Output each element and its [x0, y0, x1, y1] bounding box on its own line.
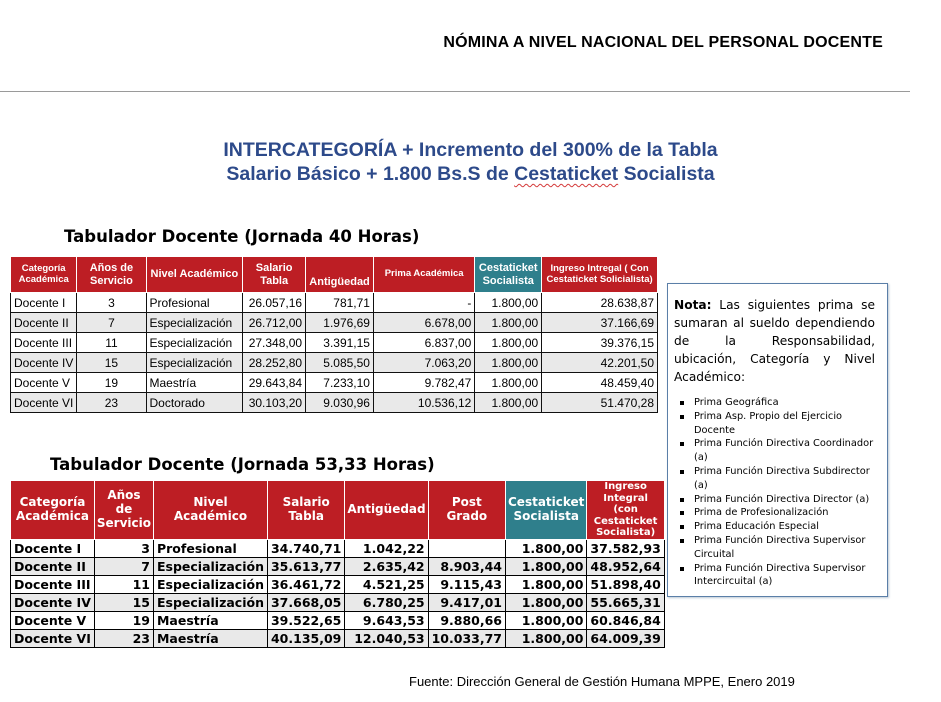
headline-line-2: [0, 162, 941, 186]
table-cell: 3.391,15: [306, 333, 374, 353]
table-row: [11, 293, 658, 313]
table-cell: 2.635,42: [345, 557, 428, 575]
table-row: [11, 593, 665, 611]
list-item: Prima Función Directiva Subdirector (a): [694, 465, 878, 493]
header-cell: Ingreso Integral (con Cestaticket Socialista): [587, 481, 664, 540]
table-cell: 28.252,80: [243, 353, 306, 373]
table-cell: 9.030,96: [306, 393, 374, 413]
table-cell: 9.115,43: [428, 575, 505, 593]
table-cell: 10.536,12: [373, 393, 474, 413]
table-cell: Docente V: [11, 611, 95, 629]
note-text: [674, 296, 875, 386]
table-cell: Maestría: [153, 611, 267, 629]
table-cell: 1.800,00: [506, 557, 587, 575]
table-row: [11, 333, 658, 353]
table-cell: 37.668,05: [267, 593, 344, 611]
table-cell: 7: [94, 557, 153, 575]
table-cell: 1.800,00: [506, 611, 587, 629]
table-cell: 35.613,77: [267, 557, 344, 575]
headline: [0, 138, 941, 186]
table-cell: Maestría: [153, 629, 267, 647]
table-cell: 26.712,00: [243, 313, 306, 333]
table-row: [11, 373, 658, 393]
table-cell: 27.348,00: [243, 333, 306, 353]
table-cell: Docente I: [11, 293, 77, 313]
list-item: Prima Función Directiva Director (a): [694, 493, 878, 507]
source-caption: Fuente: Dirección General de Gestión Humana MPPE, Enero 2019: [409, 674, 795, 689]
table-cell: 39.522,65: [267, 611, 344, 629]
table-cell: 1.800,00: [475, 293, 542, 313]
list-item: Prima Función Directiva Supervisor Circuital: [694, 534, 878, 562]
table-cell: 10.033,77: [428, 629, 505, 647]
table-cell: 37.166,69: [542, 313, 658, 333]
table-cell: -: [373, 293, 474, 313]
table-cell: 1.800,00: [506, 593, 587, 611]
header-cell: Nivel Académico: [146, 257, 243, 293]
list-item: Prima Función Directiva Coordinador (a): [694, 437, 878, 465]
table-row: [11, 629, 665, 647]
table-cell: 48.459,40: [542, 373, 658, 393]
table-cell: Docente VI: [11, 393, 77, 413]
note-label: Nota:: [674, 298, 712, 312]
table-cell: 1.800,00: [475, 333, 542, 353]
list-item: Prima Geográfica: [694, 396, 878, 410]
table-cell: Doctorado: [146, 393, 243, 413]
list-item: Prima Educación Especial: [694, 520, 878, 534]
table-cell: Docente V: [11, 373, 77, 393]
table-cell: Docente III: [11, 575, 95, 593]
note-box: [667, 283, 888, 597]
table-cell: Especialización: [153, 557, 267, 575]
table-cell: 1.800,00: [506, 575, 587, 593]
table-cell: Docente II: [11, 313, 77, 333]
table-cell: 19: [77, 373, 146, 393]
table-row: [11, 353, 658, 373]
list-item: Prima Función Directiva Supervisor Intercircuital (a): [694, 562, 878, 590]
header-cell: Categoría Académica: [11, 481, 95, 540]
table-cell: 9.782,47: [373, 373, 474, 393]
table-row: [11, 313, 658, 333]
salary-table-53h: [10, 480, 665, 648]
table-cell: Profesional: [153, 539, 267, 557]
table-header-row: [11, 257, 658, 293]
table-cell: 3: [77, 293, 146, 313]
table-cell: Docente VI: [11, 629, 95, 647]
table-cell: 64.009,39: [587, 629, 664, 647]
header-cell: Nivel Académico: [153, 481, 267, 540]
table-cell: 19: [94, 611, 153, 629]
table-cell: 6.780,25: [345, 593, 428, 611]
table-cell: 12.040,53: [345, 629, 428, 647]
table-cell: 9.880,66: [428, 611, 505, 629]
headline-line-1: INTERCATEGORÍA + Incremento del 300% de la Tabla: [223, 139, 718, 161]
headline-line-2-pre: Salario Básico + 1.800 Bs.S de: [226, 163, 515, 185]
table-cell: 6.678,00: [373, 313, 474, 333]
table-cell: 4.521,25: [345, 575, 428, 593]
table-cell: [428, 539, 505, 557]
table-cell: 15: [94, 593, 153, 611]
table-cell: 23: [94, 629, 153, 647]
table-cell: 48.952,64: [587, 557, 664, 575]
table-cell: Docente II: [11, 557, 95, 575]
table-cell: 11: [94, 575, 153, 593]
header-cell: Años de Servicio: [77, 257, 146, 293]
table-cell: 51.898,40: [587, 575, 664, 593]
headline-line-2-post: Socialista: [618, 163, 715, 185]
table-cell: 55.665,31: [587, 593, 664, 611]
header-cell: Años de Servicio: [94, 481, 153, 540]
table-cell: Maestría: [146, 373, 243, 393]
table-cell: 7.063,20: [373, 353, 474, 373]
table-cell: 1.800,00: [475, 353, 542, 373]
table-cell: 9.643,53: [345, 611, 428, 629]
table-cell: 9.417,01: [428, 593, 505, 611]
table-cell: 39.376,15: [542, 333, 658, 353]
table-cell: 30.103,20: [243, 393, 306, 413]
table-cell: Especialización: [146, 353, 243, 373]
table-cell: 28.638,87: [542, 293, 658, 313]
table-cell: Docente III: [11, 333, 77, 353]
table-cell: 1.800,00: [475, 313, 542, 333]
table-cell: Docente IV: [11, 593, 95, 611]
table-cell: 1.800,00: [475, 373, 542, 393]
table-cell: Docente IV: [11, 353, 77, 373]
list-item: Prima de Profesionalización: [694, 506, 878, 520]
table-cell: 15: [77, 353, 146, 373]
table-cell: 26.057,16: [243, 293, 306, 313]
table-cell: 34.740,71: [267, 539, 344, 557]
table-cell: Especialización: [153, 575, 267, 593]
table-cell: Especialización: [146, 333, 243, 353]
table-cell: 781,71: [306, 293, 374, 313]
header-cell: Cestaticket Socialista: [475, 257, 542, 293]
table-cell: 3: [94, 539, 153, 557]
table-header-row: [11, 481, 665, 540]
header-cell: Categoría Académica: [11, 257, 77, 293]
header-cell: Prima Académica: [373, 257, 474, 293]
header-cell: Salario Tabla: [243, 257, 306, 293]
table-cell: Especialización: [153, 593, 267, 611]
headline-spellcheck-word: Cestaticket: [514, 163, 619, 185]
table-cell: 1.800,00: [475, 393, 542, 413]
table-cell: 23: [77, 393, 146, 413]
table-cell: 6.837,00: [373, 333, 474, 353]
table-cell: 29.643,84: [243, 373, 306, 393]
table-row: [11, 557, 665, 575]
table-cell: 1.800,00: [506, 629, 587, 647]
table-cell: 1.042,22: [345, 539, 428, 557]
header-cell: Cestaticket Socialista: [506, 481, 587, 540]
table-cell: 51.470,28: [542, 393, 658, 413]
table-row: [11, 611, 665, 629]
table-cell: 8.903,44: [428, 557, 505, 575]
table-cell: Docente I: [11, 539, 95, 557]
header-cell: Ingreso Intregal ( Con Cestaticket Solicialista): [542, 257, 658, 293]
table-cell: 7.233,10: [306, 373, 374, 393]
divider: [0, 91, 910, 92]
table-cell: Profesional: [146, 293, 243, 313]
table-cell: 5.085,50: [306, 353, 374, 373]
header-cell: Antigüedad: [306, 257, 374, 293]
table-cell: 36.461,72: [267, 575, 344, 593]
note-body: Las siguientes prima se sumaran al sueldo dependiendo de la Responsabilidad, ubicación, Categoría y Nivel Académico:: [674, 298, 876, 384]
salary-table-40h: [10, 256, 658, 413]
table-cell: 42.201,50: [542, 353, 658, 373]
table-cell: 40.135,09: [267, 629, 344, 647]
table-row: [11, 575, 665, 593]
table-cell: 60.846,84: [587, 611, 664, 629]
header-cell: Antigüedad: [345, 481, 428, 540]
page-title: NÓMINA A NIVEL NACIONAL DEL PERSONAL DOCENTE: [443, 34, 883, 51]
table-cell: 11: [77, 333, 146, 353]
table-cell: 1.800,00: [506, 539, 587, 557]
table-cell: 1.976,69: [306, 313, 374, 333]
table-2-title: Tabulador Docente (Jornada 53,33 Horas): [50, 455, 435, 474]
table-1-title: Tabulador Docente (Jornada 40 Horas): [64, 227, 420, 246]
table-cell: 37.582,93: [587, 539, 664, 557]
header-cell: Salario Tabla: [267, 481, 344, 540]
table-cell: 7: [77, 313, 146, 333]
table-row: [11, 393, 658, 413]
table-cell: Especialización: [146, 313, 243, 333]
header-cell: Post Grado: [428, 481, 505, 540]
list-item: Prima Asp. Propio del Ejercicio Docente: [694, 410, 878, 438]
prima-list: [674, 396, 887, 589]
table-row: [11, 539, 665, 557]
